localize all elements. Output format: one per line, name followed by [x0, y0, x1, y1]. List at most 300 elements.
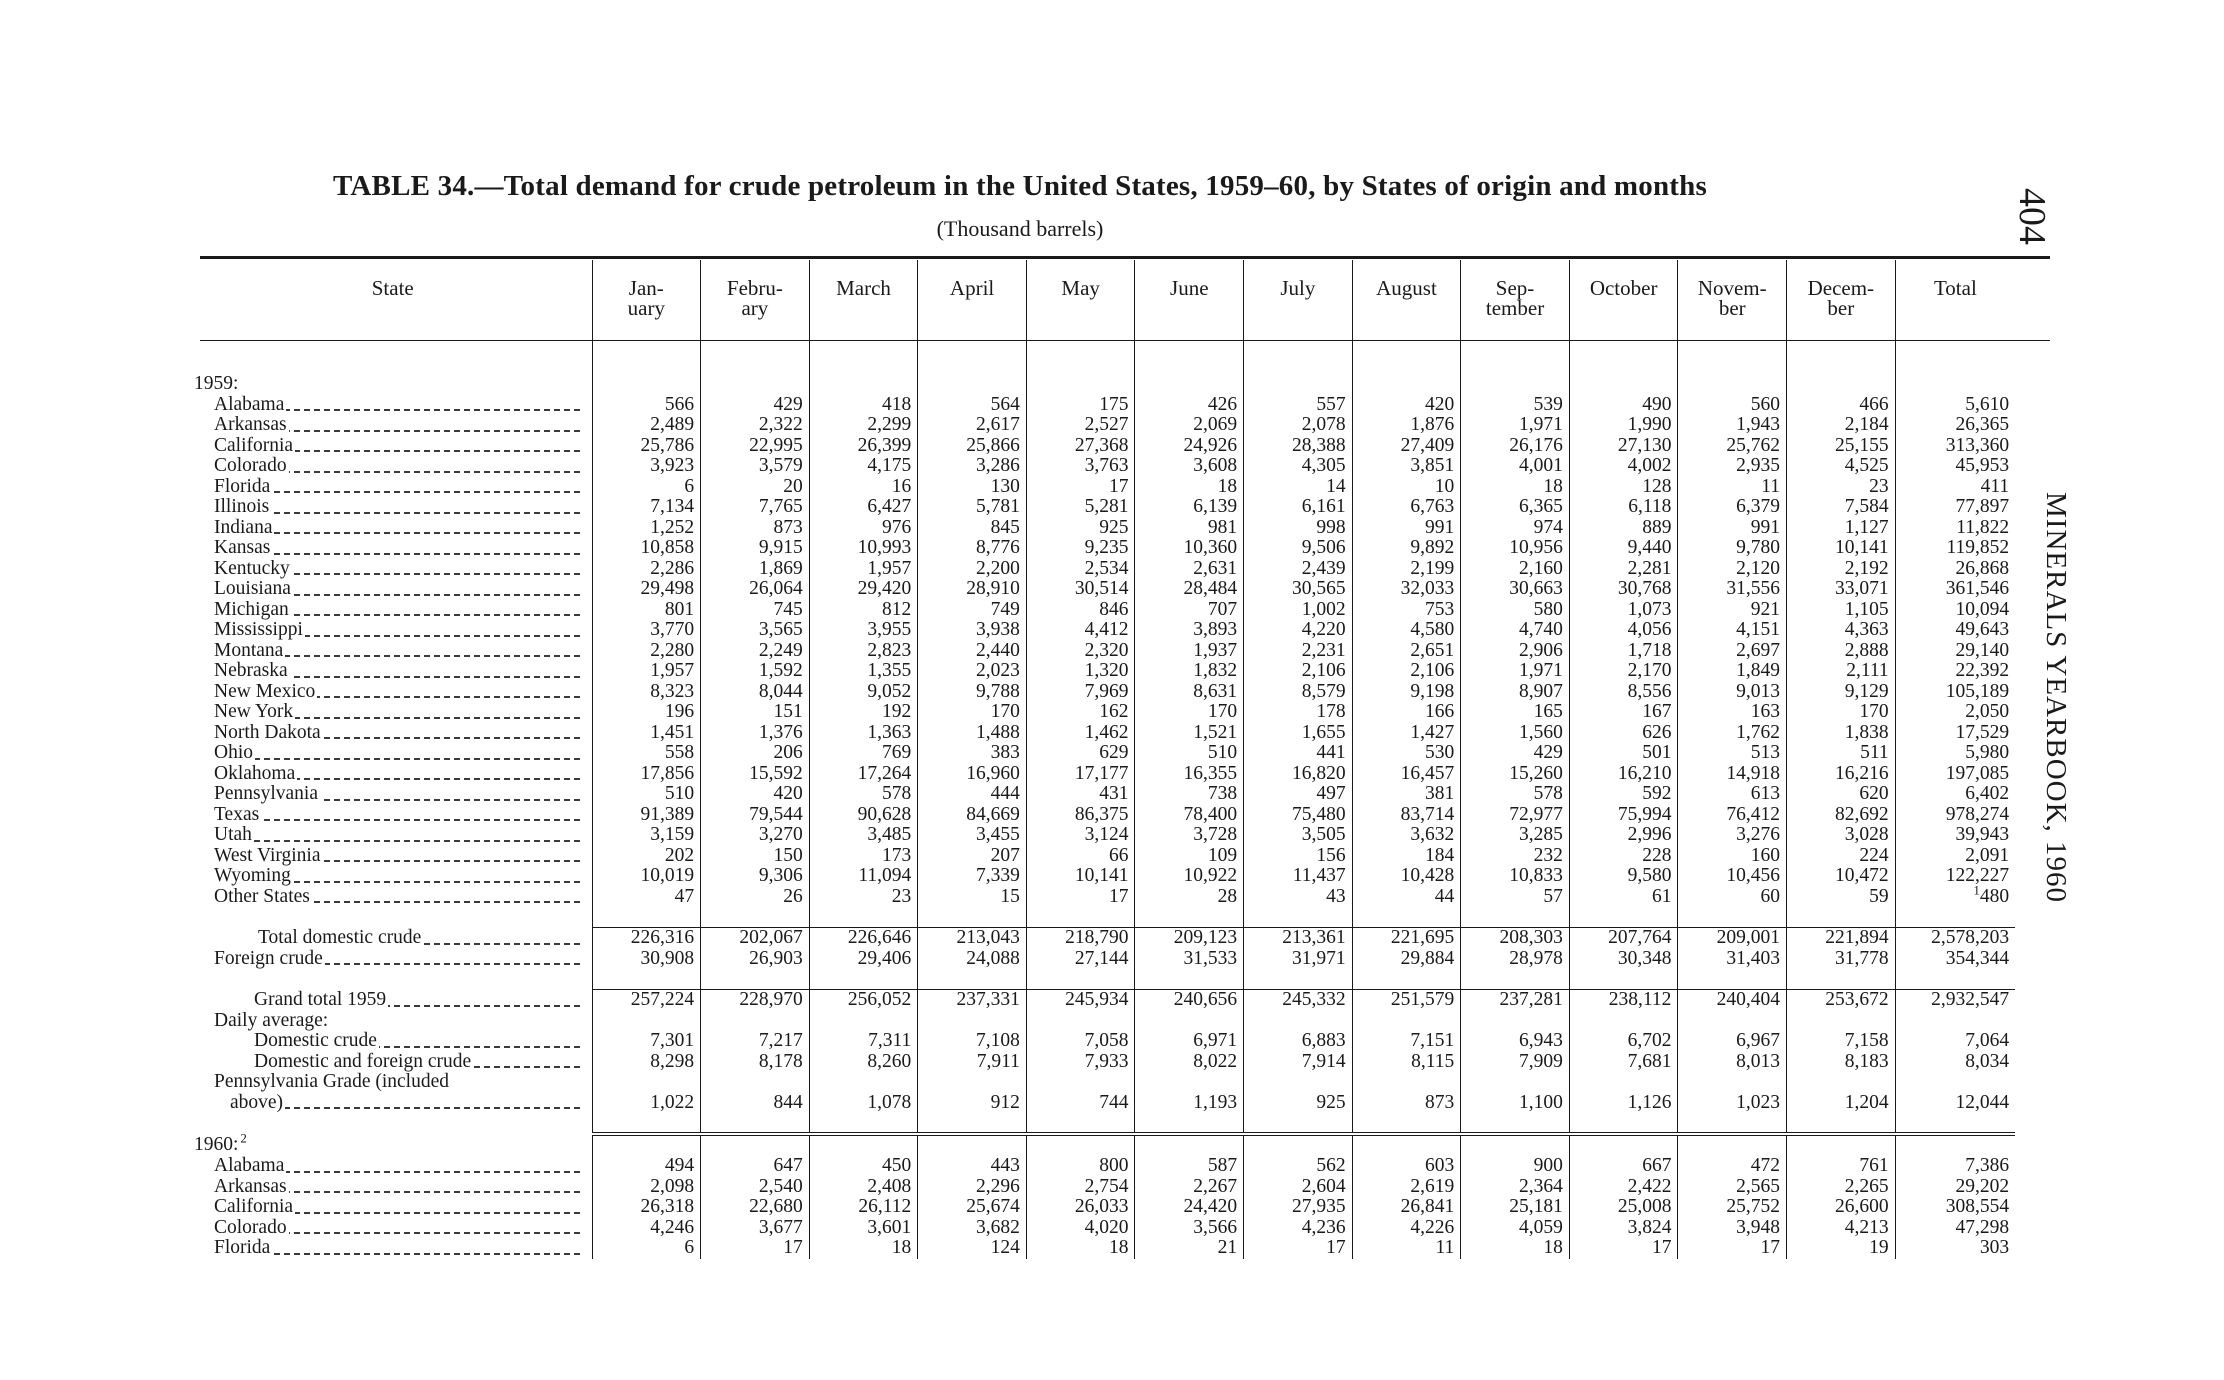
month-value-cell — [592, 661, 701, 682]
cell-value: 4,580 — [1410, 619, 1455, 640]
cell-value: 5,281 — [1084, 496, 1129, 517]
month-value-cell — [1569, 661, 1678, 682]
cell-value: 10,922 — [1183, 865, 1238, 886]
month-value-cell — [701, 990, 810, 1011]
table-row — [194, 579, 2015, 600]
penn-grade-label-cont — [194, 1093, 592, 1114]
cell-value: 6,702 — [1627, 1030, 1672, 1051]
month-value-cell — [1026, 1156, 1135, 1177]
month-value-cell — [1026, 1238, 1135, 1259]
cell-value: 558 — [664, 742, 695, 763]
empty-cell — [809, 969, 918, 990]
cell-value: 7,386 — [1965, 1155, 2010, 1176]
month-value-cell — [701, 661, 810, 682]
cell-value: 1,488 — [976, 721, 1020, 743]
cell-value: 2,199 — [1410, 557, 1455, 579]
cell-value: 26,176 — [1509, 434, 1563, 456]
cell-value: 480 — [1979, 885, 2010, 907]
cell-value: 12,044 — [1955, 1091, 2010, 1113]
cell-value: 15 — [1000, 885, 1020, 907]
cell-value: 991 — [1750, 516, 1781, 538]
cell-value: 31,533 — [1183, 947, 1238, 969]
cell-value: 26,600 — [1835, 1196, 1889, 1217]
month-value-cell — [1135, 477, 1244, 498]
state-name — [194, 661, 592, 682]
month-value-cell — [1352, 928, 1461, 949]
month-value-cell — [701, 866, 810, 887]
month-value-cell — [809, 538, 918, 559]
month-value-cell — [809, 1093, 918, 1114]
cell-value: 494 — [664, 1155, 695, 1176]
cell-value: 2,106 — [1410, 660, 1455, 681]
cell-value: 226,646 — [847, 927, 912, 948]
month-value-cell — [1244, 538, 1353, 559]
table-row — [194, 641, 2015, 662]
cell-value: 6 — [684, 1237, 695, 1258]
month-value-cell — [1461, 825, 1570, 846]
month-value-cell — [1135, 723, 1244, 744]
month-value-cell — [701, 1052, 810, 1073]
total-domestic-label — [194, 928, 592, 949]
cell-value: 238,112 — [1608, 989, 1672, 1010]
empty-cell — [1135, 1113, 1244, 1134]
cell-value: 744 — [1099, 1091, 1129, 1113]
cell-value: 912 — [990, 1091, 1020, 1113]
empty-cell — [1678, 356, 1787, 395]
month-value-cell — [1352, 866, 1461, 887]
total-value-cell — [1895, 928, 2015, 949]
cell-value: 3,955 — [867, 619, 912, 640]
cell-value: 4,226 — [1410, 1216, 1455, 1238]
month-value-cell — [1026, 825, 1135, 846]
table-row — [194, 866, 2015, 887]
month-value-cell — [1461, 559, 1570, 580]
cell-value: 26 — [783, 885, 803, 907]
month-value-cell — [1787, 743, 1896, 764]
cell-value: 991 — [1425, 516, 1455, 538]
cell-value: 513 — [1750, 742, 1781, 763]
state-name — [194, 743, 592, 764]
table-row — [194, 682, 2015, 703]
cell-value: 2,697 — [1736, 639, 1781, 661]
month-value-cell — [1461, 497, 1570, 518]
column-header-month — [592, 260, 701, 356]
month-value-cell — [1569, 1218, 1678, 1239]
month-value-cell — [1244, 723, 1353, 744]
cell-value: 163 — [1750, 701, 1781, 722]
month-value-cell — [1569, 764, 1678, 785]
month-value-cell — [1244, 456, 1353, 477]
cell-value: 27,409 — [1400, 434, 1455, 456]
cell-value: 1,204 — [1844, 1091, 1889, 1113]
month-value-cell — [1135, 395, 1244, 416]
cell-value: 4,740 — [1518, 619, 1563, 640]
row-label-text: Other States — [194, 887, 312, 908]
cell-value: 8,907 — [1518, 680, 1563, 702]
total-value-cell — [1895, 764, 2015, 785]
month-value-cell — [701, 805, 810, 826]
cell-value: 2,281 — [1627, 557, 1672, 579]
total-value-cell — [1895, 1197, 2015, 1218]
cell-value: 2,440 — [976, 639, 1020, 661]
penn-grade-label — [194, 1072, 592, 1093]
cell-value: 228,970 — [739, 989, 803, 1010]
state-name — [194, 600, 592, 621]
cell-value: 2,111 — [1846, 660, 1889, 681]
month-value-cell — [1678, 518, 1787, 539]
month-value-cell — [1569, 702, 1678, 723]
month-value-cell — [1026, 1093, 1135, 1114]
cell-value: 450 — [882, 1155, 912, 1176]
month-value-cell — [918, 702, 1027, 723]
month-value-cell — [1787, 949, 1896, 970]
empty-cell — [1461, 1113, 1570, 1134]
total-value-cell — [1895, 1052, 2015, 1073]
cell-value: 22,995 — [749, 434, 803, 456]
month-value-cell — [1678, 990, 1787, 1011]
month-value-cell — [1678, 825, 1787, 846]
month-value-cell — [1787, 559, 1896, 580]
column-header-line2: ber — [1718, 296, 1746, 320]
cell-value: 472 — [1750, 1155, 1781, 1176]
cell-value: 17,177 — [1074, 762, 1129, 784]
month-value-cell — [809, 682, 918, 703]
state-name — [194, 395, 592, 416]
month-value-cell — [1244, 990, 1353, 1011]
total-value-cell — [1895, 784, 2015, 805]
total-value-cell — [1895, 538, 2015, 559]
cell-value: 3,505 — [1301, 824, 1346, 845]
page-number: 404 — [2011, 188, 2053, 245]
state-name — [194, 497, 592, 518]
cell-value: 28,978 — [1509, 947, 1563, 969]
cell-value: 10,993 — [857, 537, 912, 558]
cell-value: 197,085 — [1945, 762, 2010, 784]
state-name — [194, 805, 592, 826]
month-value-cell — [1461, 784, 1570, 805]
cell-value: 4,363 — [1844, 619, 1889, 640]
month-value-cell — [918, 805, 1027, 826]
month-value-cell — [592, 436, 701, 457]
month-value-cell — [1026, 784, 1135, 805]
month-value-cell — [1569, 415, 1678, 436]
spacer-row — [194, 907, 2015, 928]
empty-cell — [1787, 1011, 1896, 1032]
month-value-cell — [592, 1218, 701, 1239]
cell-value: 3,566 — [1193, 1216, 1238, 1238]
month-value-cell — [918, 1177, 1027, 1198]
daily-dom-foreign-label — [194, 1052, 592, 1073]
month-value-cell — [701, 949, 810, 970]
cell-value: 2,296 — [976, 1175, 1020, 1197]
month-value-cell — [1026, 661, 1135, 682]
year-label — [194, 356, 592, 395]
cell-value: 213,361 — [1282, 927, 1346, 948]
cell-value: 4,412 — [1084, 619, 1129, 640]
cell-value: 3,824 — [1627, 1216, 1672, 1238]
cell-value: 228 — [1642, 844, 1672, 866]
cell-value: 2,631 — [1193, 557, 1238, 579]
cell-value: 47 — [674, 885, 695, 907]
cell-value: 209,123 — [1173, 927, 1238, 948]
table-row — [194, 846, 2015, 867]
table-row — [194, 825, 2015, 846]
foreign-label — [194, 949, 592, 970]
month-value-cell — [1026, 518, 1135, 539]
month-value-cell — [1026, 1052, 1135, 1073]
cell-value: 8,556 — [1627, 680, 1672, 702]
month-value-cell — [809, 1156, 918, 1177]
empty-cell — [809, 356, 918, 395]
cell-value: 626 — [1642, 721, 1672, 743]
cell-value: 9,198 — [1410, 680, 1455, 702]
month-value-cell — [918, 395, 1027, 416]
state-name — [194, 456, 592, 477]
column-header-month — [1569, 260, 1678, 356]
cell-value: 25,674 — [966, 1196, 1020, 1217]
month-value-cell — [1569, 559, 1678, 580]
month-value-cell — [1787, 928, 1896, 949]
cell-value: 170 — [990, 701, 1020, 722]
cell-value: 76,412 — [1726, 803, 1781, 825]
month-value-cell — [592, 1197, 701, 1218]
cell-value: 7,584 — [1844, 496, 1889, 517]
cell-value: 3,682 — [976, 1216, 1020, 1238]
total-value-cell — [1895, 415, 2015, 436]
month-value-cell — [1352, 702, 1461, 723]
column-header-line1: June — [1170, 276, 1209, 300]
month-value-cell — [1135, 866, 1244, 887]
state-name — [194, 641, 592, 662]
row-label-text: above) — [194, 1093, 285, 1114]
state-name — [194, 887, 592, 908]
cell-value: 7,681 — [1627, 1050, 1672, 1072]
month-value-cell — [1461, 1238, 1570, 1259]
empty-cell — [592, 969, 701, 990]
empty-cell — [701, 356, 810, 395]
month-value-cell — [1787, 1031, 1896, 1052]
month-value-cell — [1461, 579, 1570, 600]
cell-value: 510 — [664, 783, 695, 804]
cell-value: 1,957 — [867, 557, 912, 579]
month-value-cell — [1026, 559, 1135, 580]
cell-value: 1,521 — [1193, 721, 1238, 743]
month-value-cell — [1026, 477, 1135, 498]
empty-cell — [1787, 907, 1896, 928]
cell-value: 7,217 — [758, 1030, 803, 1051]
cell-value: 587 — [1207, 1155, 1238, 1176]
cell-value: 2,540 — [758, 1175, 803, 1197]
month-value-cell — [1026, 1197, 1135, 1218]
cell-value: 3,893 — [1193, 619, 1238, 640]
empty-cell — [1026, 969, 1135, 990]
cell-value: 8,298 — [650, 1050, 695, 1072]
cell-value: 1,718 — [1627, 639, 1672, 661]
cell-value: 9,915 — [758, 537, 803, 558]
empty-cell — [1895, 907, 2015, 928]
empty-cell — [1569, 356, 1678, 395]
cell-value: 26,064 — [749, 578, 803, 599]
total-value-cell — [1895, 395, 2015, 416]
month-value-cell — [1678, 784, 1787, 805]
month-value-cell — [918, 436, 1027, 457]
cell-value: 1,193 — [1193, 1091, 1238, 1113]
month-value-cell — [1678, 620, 1787, 641]
row-label-text: Arkansas — [194, 1177, 289, 1198]
total-domestic-row — [194, 928, 2015, 949]
cell-value: 1,002 — [1301, 598, 1346, 620]
cell-value: 1,832 — [1193, 660, 1238, 681]
month-value-cell — [1135, 456, 1244, 477]
state-name — [194, 1238, 592, 1259]
cell-value: 6,365 — [1518, 496, 1563, 517]
month-value-cell — [1352, 436, 1461, 457]
month-value-cell — [1461, 764, 1570, 785]
month-value-cell — [1026, 1031, 1135, 1052]
month-value-cell — [1026, 1218, 1135, 1239]
month-value-cell — [1461, 1052, 1570, 1073]
month-value-cell — [1787, 518, 1896, 539]
cell-value: 2,280 — [650, 639, 695, 661]
month-value-cell — [1135, 661, 1244, 682]
cell-value: 1,990 — [1627, 414, 1672, 435]
empty-cell — [1352, 1011, 1461, 1032]
cell-value: 23 — [1869, 475, 1889, 497]
month-value-cell — [1135, 764, 1244, 785]
row-label-text: Pennsylvania — [194, 784, 320, 805]
state-name — [194, 436, 592, 457]
cell-value: 1,971 — [1518, 660, 1563, 681]
demand-table — [194, 260, 2015, 1259]
empty-cell — [1135, 1134, 1244, 1157]
cell-value: 1,876 — [1410, 414, 1455, 435]
table-row — [194, 764, 2015, 785]
cell-value: 6 — [684, 475, 695, 497]
cell-value: 10,141 — [1074, 865, 1129, 886]
column-header-line2: uary — [627, 296, 665, 320]
table-row — [194, 1218, 2015, 1239]
empty-cell — [1569, 1011, 1678, 1032]
cell-value: 801 — [664, 598, 695, 620]
cell-value: 24,926 — [1183, 434, 1238, 456]
cell-value: 845 — [990, 516, 1020, 538]
month-value-cell — [1135, 1238, 1244, 1259]
cell-value: 6,943 — [1518, 1030, 1563, 1051]
cell-value: 2,231 — [1301, 639, 1346, 661]
month-value-cell — [918, 764, 1027, 785]
month-value-cell — [1787, 990, 1896, 1011]
daily-domestic-label — [194, 1031, 592, 1052]
empty-cell — [1461, 1072, 1570, 1093]
cell-value: 2,320 — [1084, 639, 1129, 661]
cell-value: 237,281 — [1499, 989, 1563, 1010]
cell-value: 8,044 — [758, 680, 803, 702]
month-value-cell — [1461, 846, 1570, 867]
cell-value: 769 — [882, 742, 912, 763]
cell-value: 3,124 — [1084, 824, 1129, 845]
month-value-cell — [1352, 518, 1461, 539]
cell-value: 25,866 — [966, 434, 1020, 456]
empty-cell — [1895, 969, 2015, 990]
month-value-cell — [809, 620, 918, 641]
cell-value: 2,286 — [650, 557, 695, 579]
cell-value: 2,823 — [867, 639, 912, 661]
cell-value: 1,462 — [1084, 721, 1129, 743]
cell-value: 443 — [990, 1155, 1020, 1176]
month-value-cell — [1461, 661, 1570, 682]
month-value-cell — [1787, 579, 1896, 600]
state-name — [194, 559, 592, 580]
month-value-cell — [1569, 784, 1678, 805]
cell-value: 27,368 — [1074, 434, 1129, 456]
month-value-cell — [1678, 1052, 1787, 1073]
cell-value: 202 — [664, 844, 695, 866]
month-value-cell — [1461, 477, 1570, 498]
month-value-cell — [918, 559, 1027, 580]
table-row — [194, 415, 2015, 436]
cell-value: 162 — [1099, 701, 1129, 722]
cell-value: 510 — [1207, 742, 1238, 763]
cell-value: 39,943 — [1955, 824, 2010, 845]
cell-value: 1,376 — [758, 721, 803, 743]
cell-value: 224 — [1859, 844, 1889, 866]
spacer — [194, 1113, 592, 1134]
cell-value: 1,869 — [758, 557, 803, 579]
cell-value: 3,948 — [1736, 1216, 1781, 1238]
cell-value: 240,656 — [1173, 989, 1238, 1010]
month-value-cell — [1678, 641, 1787, 662]
empty-cell — [701, 969, 810, 990]
cell-value: 31,556 — [1726, 578, 1781, 599]
cell-value: 10,019 — [640, 865, 695, 886]
month-value-cell — [1135, 415, 1244, 436]
month-value-cell — [1026, 579, 1135, 600]
cell-value: 78,400 — [1183, 803, 1238, 825]
empty-cell — [592, 1113, 701, 1134]
month-value-cell — [1244, 1197, 1353, 1218]
year-header-row — [194, 1134, 2015, 1157]
cell-value: 2,754 — [1084, 1175, 1129, 1197]
cell-value: 8,115 — [1411, 1050, 1455, 1072]
empty-cell — [1352, 1134, 1461, 1157]
cell-value: 925 — [1099, 516, 1129, 538]
total-value-cell — [1895, 1031, 2015, 1052]
spacer — [194, 969, 592, 990]
cell-value: 26,868 — [1955, 557, 2010, 579]
cell-value: 4,305 — [1301, 455, 1346, 476]
month-value-cell — [1461, 1031, 1570, 1052]
cell-value: 130 — [990, 475, 1020, 497]
cell-value: 9,506 — [1301, 537, 1346, 558]
row-label-text: Louisiana — [194, 579, 293, 600]
month-value-cell — [1678, 1093, 1787, 1114]
cell-value: 15,592 — [749, 762, 803, 784]
total-value-cell — [1895, 436, 2015, 457]
month-value-cell — [1461, 620, 1570, 641]
cell-value: 11 — [1435, 1237, 1455, 1258]
month-value-cell — [1352, 784, 1461, 805]
month-value-cell — [1569, 620, 1678, 641]
cell-value: 2,439 — [1301, 557, 1346, 579]
cell-value: 647 — [773, 1155, 803, 1176]
cell-value: 2,050 — [1965, 701, 2010, 722]
month-value-cell — [809, 436, 918, 457]
cell-value: 10,094 — [1955, 598, 2010, 620]
cell-value: 9,052 — [867, 680, 912, 702]
cell-value: 2,184 — [1844, 414, 1889, 435]
cell-value: 5,980 — [1965, 742, 2010, 763]
cell-value: 3,851 — [1410, 455, 1455, 476]
